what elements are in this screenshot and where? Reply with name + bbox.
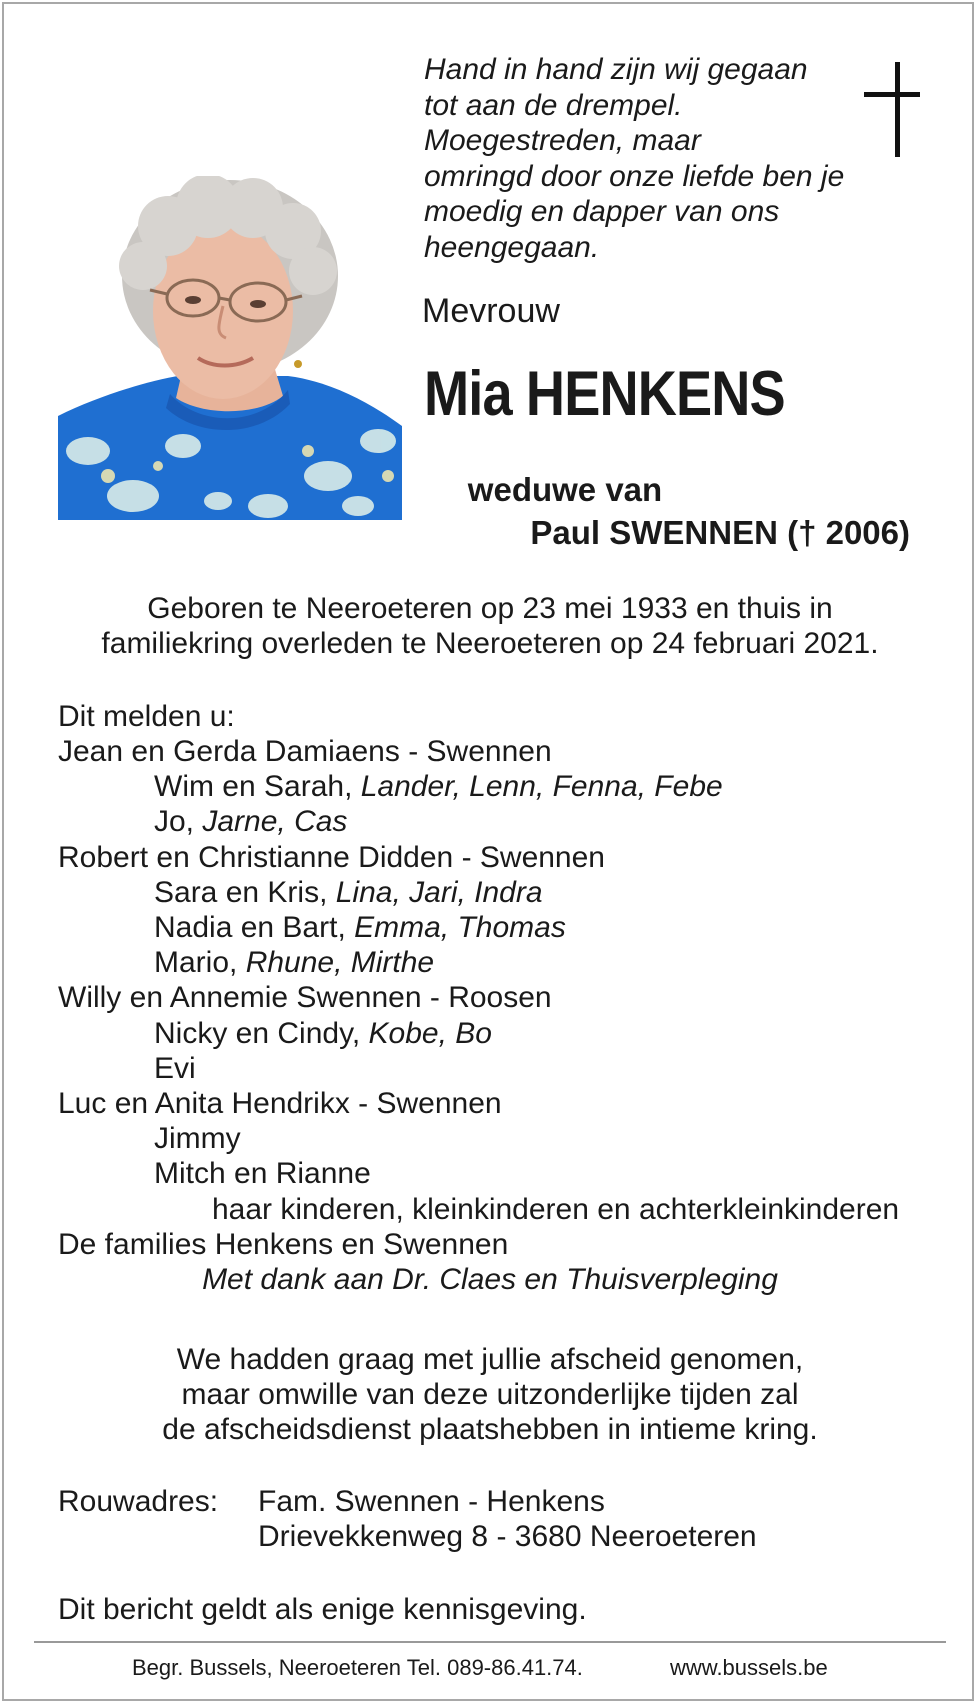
mourning-address-line: Drievekkenweg 8 - 3680 Neeroeteren	[258, 1520, 757, 1553]
grandchild-row	[154, 1017, 492, 1051]
poem-line: tot aan de drempel.	[424, 88, 683, 122]
spouse-relation: weduwe van	[467, 471, 663, 508]
undertaker-info: Begr. Bussels, Neeroeteren Tel. 089-86.41.74.	[132, 1655, 583, 1680]
footer-divider	[34, 1641, 946, 1643]
poem	[424, 52, 844, 265]
families-line: De families Henkens en Swennen	[58, 1228, 509, 1261]
grandchildren-names: Rhune, Mirthe	[245, 946, 435, 980]
family-names: Wim en Sarah,	[154, 770, 361, 804]
grandchildren-names: Kobe, Bo	[368, 1016, 492, 1050]
mourning-address-label: Rouwadres:	[58, 1485, 219, 1518]
cross-icon	[864, 62, 934, 162]
family-names: Luc en Anita Hendrikx - Swennen	[58, 1087, 502, 1120]
grandchild-row	[154, 911, 566, 945]
announcement-line: Geboren te Neeroeteren op 23 mei 1933 en thuis in	[147, 592, 833, 625]
child-row	[58, 841, 605, 875]
poem-line: Moegestreden, maar	[424, 124, 701, 157]
mourning-address-line: Fam. Swennen - Henkens	[258, 1485, 605, 1518]
family-names: Mitch en Rianne	[154, 1157, 371, 1191]
thanks-line: Met dank aan Dr. Claes en Thuisverpleging	[202, 1263, 778, 1296]
grandchild-row	[154, 1052, 196, 1086]
website-link[interactable]: www.bussels.be	[670, 1655, 828, 1680]
notice-line: de afscheidsdienst plaatshebben in intieme kring.	[162, 1413, 818, 1446]
closing-line: Dit bericht geldt als enige kennisgeving.	[58, 1593, 587, 1626]
poem-line: omringd door onze liefde ben je	[424, 159, 845, 193]
announcement-line: familiekring overleden te Neeroeteren op 24 februari 2021.	[101, 627, 879, 660]
child-row	[58, 735, 552, 769]
poem-line: moedig en dapper van ons	[424, 195, 780, 228]
grandchild-row	[154, 946, 434, 980]
family-names: Evi	[154, 1051, 196, 1085]
grandchild-row	[154, 876, 543, 910]
grandchildren-names: Lander, Lenn, Fenna, Febe	[360, 770, 723, 804]
notice-line: We hadden graag met jullie afscheid genomen,	[176, 1343, 804, 1376]
family-names: Sara en Kris,	[154, 875, 336, 909]
family-names: Jean en Gerda Damiaens - Swennen	[58, 735, 552, 768]
notice-line: maar omwille van deze uitzonderlijke tijden zal	[181, 1378, 799, 1411]
family-names: Jo,	[154, 805, 203, 839]
poem-line: heengegaan.	[424, 230, 600, 264]
child-row	[58, 981, 552, 1015]
child-row	[58, 1087, 502, 1121]
family-names: Willy en Annemie Swennen - Roosen	[58, 981, 552, 1015]
family-names: Mario,	[154, 946, 246, 980]
family-intro: Dit melden u:	[58, 700, 235, 733]
grandchild-row	[154, 770, 723, 804]
family-summary: haar kinderen, kleinkinderen en achterkleinkinderen	[212, 1193, 900, 1226]
grandchild-row	[154, 1157, 371, 1191]
family-names: Nicky en Cindy,	[154, 1016, 369, 1050]
grandchild-row	[154, 805, 347, 839]
grandchildren-names: Emma, Thomas	[354, 911, 566, 944]
grandchild-row	[154, 1122, 241, 1156]
spouse-name: Paul SWENNEN († 2006)	[530, 514, 910, 551]
grandchildren-names: Lina, Jari, Indra	[335, 875, 543, 909]
family-names: Robert en Christianne Didden - Swennen	[58, 840, 605, 874]
portrait-photo	[58, 176, 402, 520]
poem-line: Hand in hand zijn wij gegaan	[424, 53, 808, 86]
grandchildren-names: Jarne, Cas	[202, 805, 348, 839]
family-names: Nadia en Bart,	[154, 911, 355, 944]
deceased-name: Mia HENKENS	[424, 359, 785, 429]
salutation: Mevrouw	[422, 292, 560, 330]
family-names: Jimmy	[154, 1122, 241, 1156]
